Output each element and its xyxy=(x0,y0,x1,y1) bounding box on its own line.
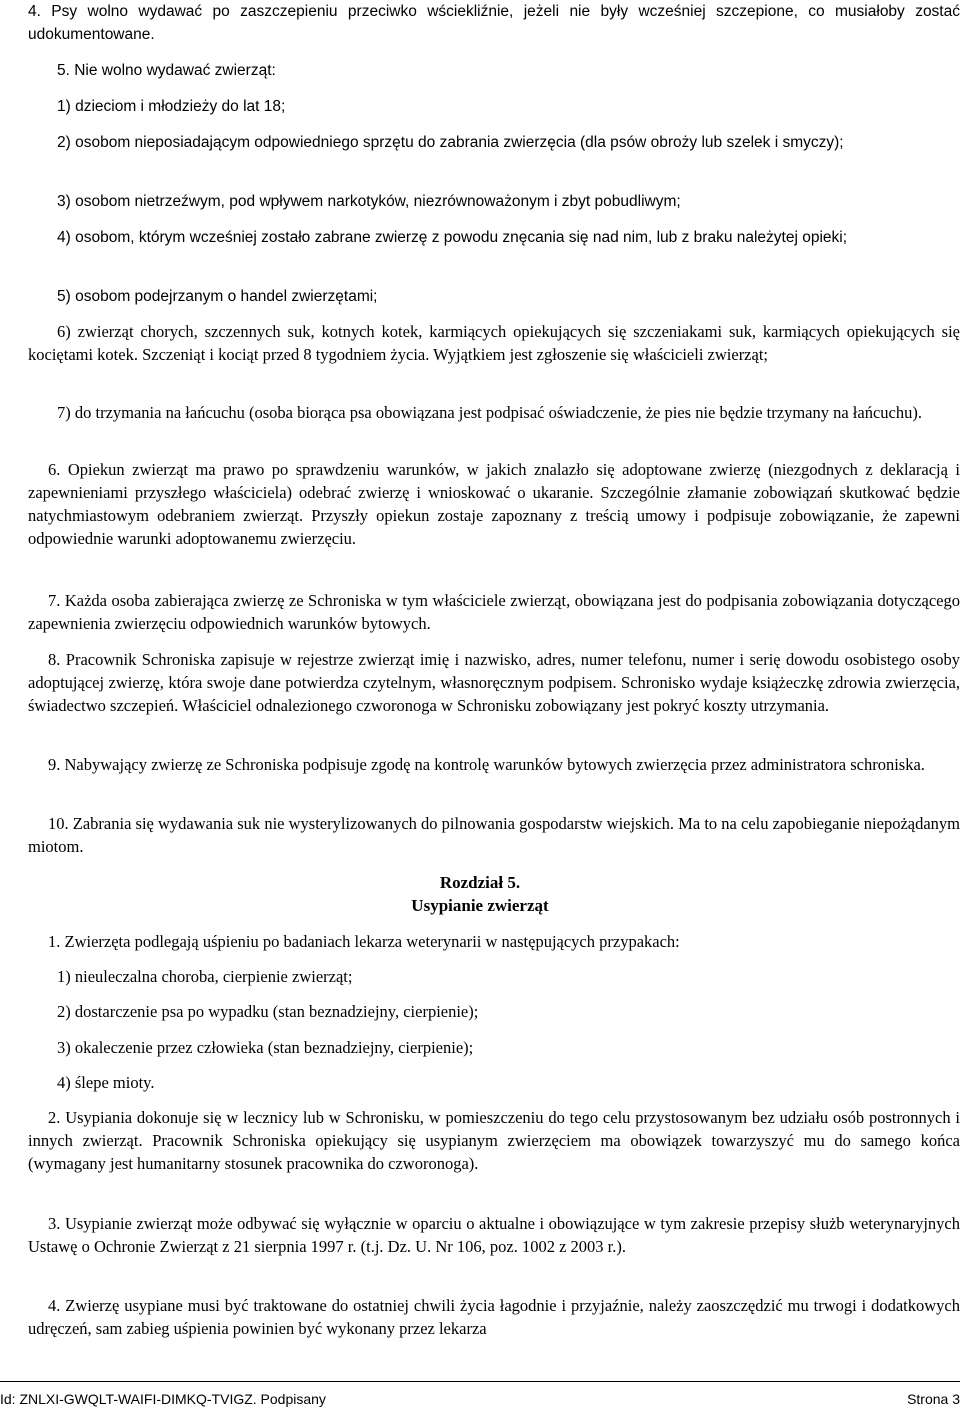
chapter-paragraph-1: 1. Zwierzęta podlegają uśpieniu po badaniach lekarza weterynarii w następujących przypakach: xyxy=(48,932,680,951)
paragraph-4: 4. Psy wolno wydawać po zaszczepieniu przeciwko wściekliźnie, jeżeli nie były wcześniej szczepione, co musiałoby zostać udokumentowane. xyxy=(28,3,960,43)
chapter-list-item-4: 4) ślepe mioty. xyxy=(57,1073,155,1092)
chapter-paragraph-2: 2. Usypiania dokonuje się w lecznicy lub w Schronisku, w pomieszczeniu do tego celu przystosowanym bez udziału osób postronnych i innych zwierząt. Pracownik Schroniska opiekujący się usypianym zwierzęciem ma obowiązek towarzyszyć mu do samego końca (wymagany jest humanitarny stosunek pracownika do czworonoga). xyxy=(28,1108,960,1173)
paragraph-10: 10. Zabrania się wydawania suk nie wysterylizowanych do pilnowania gospodarstw wiejskich. Ma to na celu zapobieganie niepożądanym miotom. xyxy=(28,814,960,856)
chapter-list-item-3: 3) okaleczenie przez człowieka (stan beznadziejny, cierpienie); xyxy=(57,1038,474,1057)
chapter-number: Rozdział 5. xyxy=(439,873,521,892)
list-item-5-2: 2) osobom nieposiadającym odpowiedniego sprzętu do zabrania zwierzęcia (dla psów obroży lub szelek i smyczy); xyxy=(57,134,844,151)
list-item-5-7: 7) do trzymania na łańcuchu (osoba biorąca psa obowiązana jest podpisać oświadczenie, że pies nie będzie trzymany na łańcuchu). xyxy=(57,403,922,422)
chapter-paragraph-4: 4. Zwierzę usypiane musi być traktowane do ostatniej chwili życia łagodnie i przyjaźnie, należy zaoszczędzić mu trwogi i dodatkowych udręczeń, sam zabieg uśpienia powinien być wykonany przez lekarza xyxy=(28,1296,960,1338)
footer-document-id: Id: ZNLXI-GWQLT-WAIFI-DIMKQ-TVIGZ. Podpisany xyxy=(0,1391,326,1407)
chapter-title: Usypianie zwierząt xyxy=(411,896,549,915)
chapter-paragraph-3: 3. Usypianie zwierząt może odbywać się wyłącznie w oparciu o aktualne i obowiązujące w tym zakresie przepisy służb weterynaryjnych Ustawę o Ochronie Zwierząt z 21 sierpnia 1997 r. (t.j. Dz. U. Nr 106, poz. 1002 z 2003 r.). xyxy=(28,1214,960,1256)
paragraph-6: 6. Opiekun zwierząt ma prawo po sprawdzeniu warunków, w jakich znalazło się adoptowane zwierzę (niezgodnych z deklaracją i zapewnieniami przyszłego właściciela) odebrać zwierzę i wnioskować o ukaranie. Szczególnie złamanie zobowiązań skutkować będzie natychmiastowym odebraniem zwierząt. Przyszły opiekun zostaje zapoznany z treścią umowy i podpisuje zobowiązanie, że zapewni odpowiednie warunki adoptowanemu zwierzęciu. xyxy=(28,460,960,548)
list-item-5-1: 1) dzieciom i młodzieży do lat 18; xyxy=(57,98,286,115)
paragraph-9: 9. Nabywający zwierzę ze Schroniska podpisuje zgodę na kontrolę warunków bytowych zwierzęcia przez administratora schroniska. xyxy=(48,755,925,774)
paragraph-7: 7. Każda osoba zabierająca zwierzę ze Schroniska w tym właściciele zwierząt, obowiązana jest do podpisania zobowiązania dotyczącego zapewnienia zwierzęciu odpowiednich warunków bytowych. xyxy=(28,591,960,633)
chapter-list-item-1: 1) nieuleczalna choroba, cierpienie zwierząt; xyxy=(57,967,353,986)
footer-page-number: Strona 3 xyxy=(907,1391,960,1407)
list-item-5-4: 4) osobom, którym wcześniej zostało zabrane zwierzę z powodu znęcania się nad nim, lub z braku należytej opieki; xyxy=(57,229,848,246)
paragraph-8: 8. Pracownik Schroniska zapisuje w rejestrze zwierząt imię i nazwisko, adres, numer telefonu, numer i serię dowodu osobistego osoby adoptującej zwierzę, która swoje dane potwierdza czytelnym, własnoręcznym podpisem. Schronisko wydaje książeczkę zdrowia zwierzęcia, świadectwo szczepień. Właściciel odnalezionego czworonoga w Schronisku zobowiązany jest pokryć koszty utrzymania. xyxy=(28,650,960,715)
chapter-list-item-2: 2) dostarczenie psa po wypadku (stan beznadziejny, cierpienie); xyxy=(57,1002,479,1021)
paragraph-5: 5. Nie wolno wydawać zwierząt: xyxy=(57,62,276,79)
list-item-5-5: 5) osobom podejrzanym o handel zwierzętami; xyxy=(57,288,378,305)
footer-divider xyxy=(0,1381,960,1382)
list-item-5-6: 6) zwierząt chorych, szczennych suk, kotnych kotek, karmiących opiekujących się szczeniakami suk, karmiących opiekujących się kociętami kotek. Szczeniąt i kociąt przed 8 tygodniem życia. Wyjątkiem jest zgłoszenie się właścicieli zwierząt; xyxy=(28,322,960,364)
list-item-5-3: 3) osobom nietrzeźwym, pod wpływem narkotyków, niezrównoważonym i zbyt pobudliwym; xyxy=(57,193,681,210)
